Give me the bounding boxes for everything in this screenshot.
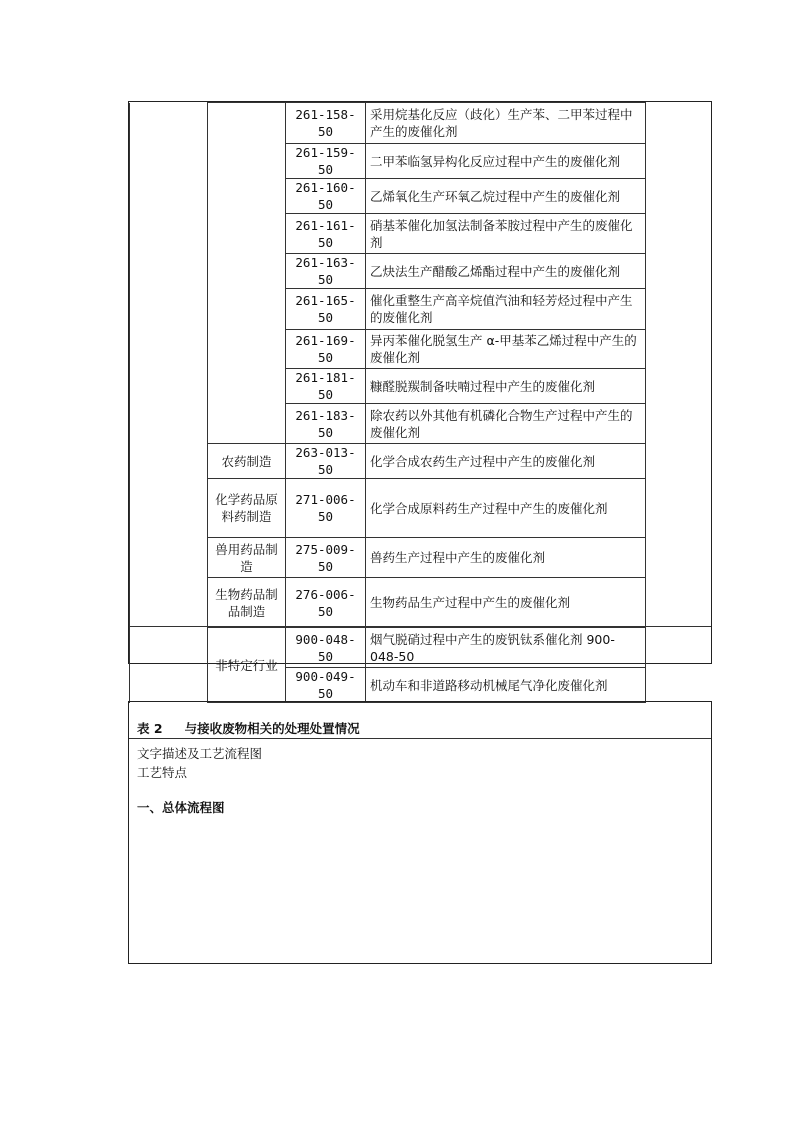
process-feature-label: 工艺特点 — [137, 765, 188, 780]
industry-name: 化学药品原料药制造 — [208, 479, 286, 538]
waste-code: 261-181-50 — [286, 369, 366, 404]
waste-description: 兽药生产过程中产生的废催化剂 — [366, 538, 646, 578]
waste-code: 261-169-50 — [286, 330, 366, 369]
waste-description: 除农药以外其他有机磷化合物生产过程中产生的废催化剂 — [366, 404, 646, 444]
waste-description: 二甲苯临氢异构化反应过程中产生的废催化剂 — [366, 144, 646, 179]
waste-description: 异丙苯催化脱氢生产 α-甲基苯乙烯过程中产生的废催化剂 — [366, 330, 646, 369]
table2-title — [137, 719, 360, 737]
waste-description: 化学合成原料药生产过程中产生的废催化剂 — [366, 479, 646, 538]
waste-table-frame — [128, 101, 712, 701]
waste-code: 275-009-50 — [286, 538, 366, 578]
table2-number: 表 2 — [137, 721, 163, 736]
waste-code: 261-165-50 — [286, 289, 366, 330]
section-heading: 一、总体流程图 — [137, 800, 225, 815]
waste-description: 机动车和非道路移动机械尾气净化废催化剂 — [366, 668, 646, 703]
category-cell — [130, 103, 208, 703]
industry-name: 农药制造 — [208, 444, 286, 479]
waste-description: 烟气脱硝过程中产生的废钒钛系催化剂 900-048-50 — [366, 628, 646, 668]
waste-code: 261-158-50 — [286, 103, 366, 144]
waste-code: 276-006-50 — [286, 578, 366, 628]
table-row — [130, 628, 646, 668]
table2-title-text: 与接收废物相关的处理处置情况 — [184, 721, 360, 736]
industry-cell — [208, 103, 286, 444]
waste-code: 261-160-50 — [286, 179, 366, 214]
industry-name: 兽用药品制造 — [208, 538, 286, 578]
table-row — [130, 578, 646, 628]
waste-code: 261-161-50 — [286, 214, 366, 254]
table-row — [130, 103, 646, 144]
waste-catalyst-table — [129, 102, 646, 703]
industry-name: 生物药品制品制造 — [208, 578, 286, 628]
waste-description: 乙烯氧化生产环氧乙烷过程中产生的废催化剂 — [366, 179, 646, 214]
waste-description: 生物药品生产过程中产生的废催化剂 — [366, 578, 646, 628]
waste-code: 900-048-50 — [286, 628, 366, 668]
table-row — [130, 479, 646, 538]
waste-description: 采用烷基化反应（歧化）生产苯、二甲苯过程中产生的废催化剂 — [366, 103, 646, 144]
waste-code: 261-159-50 — [286, 144, 366, 179]
waste-description: 糠醛脱羰制备呋喃过程中产生的废催化剂 — [366, 369, 646, 404]
waste-code: 271-006-50 — [286, 479, 366, 538]
description-label: 文字描述及工艺流程图 — [137, 746, 263, 761]
waste-code: 900-049-50 — [286, 668, 366, 703]
waste-code: 261-163-50 — [286, 254, 366, 289]
table2-frame — [128, 701, 712, 964]
waste-code: 263-013-50 — [286, 444, 366, 479]
divider — [129, 738, 711, 739]
waste-description: 催化重整生产高辛烷值汽油和轻芳烃过程中产生的废催化剂 — [366, 289, 646, 330]
table-row — [130, 538, 646, 578]
table-row — [130, 444, 646, 479]
industry-name: 非特定行业 — [208, 628, 286, 703]
waste-description: 化学合成农药生产过程中产生的废催化剂 — [366, 444, 646, 479]
divider — [129, 626, 711, 627]
waste-description: 硝基苯催化加氢法制备苯胺过程中产生的废催化剂 — [366, 214, 646, 254]
waste-code: 261-183-50 — [286, 404, 366, 444]
waste-description: 乙炔法生产醋酸乙烯酯过程中产生的废催化剂 — [366, 254, 646, 289]
